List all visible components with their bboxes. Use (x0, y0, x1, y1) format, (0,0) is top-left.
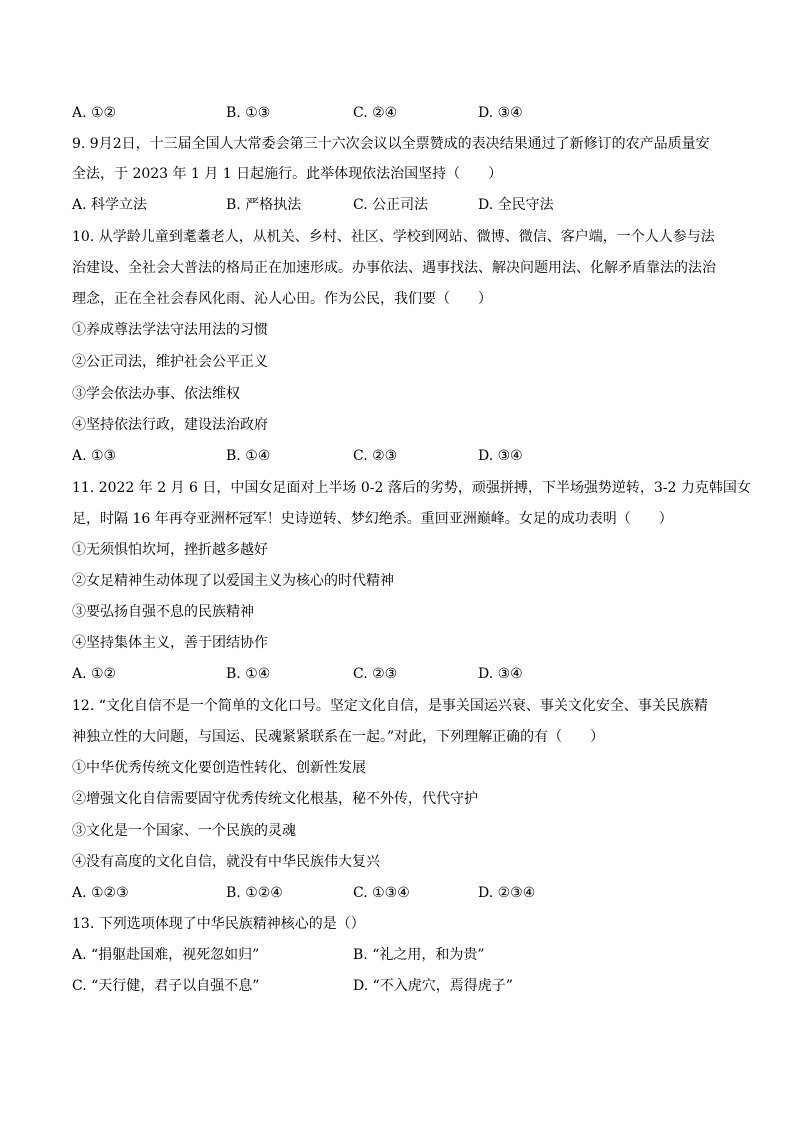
q8-option-d: D. ③④ (478, 105, 523, 121)
q10-option-c: C. ②③ (353, 448, 398, 464)
q11-statement-4: ④坚持集体主义，善于团结协作 (72, 635, 268, 651)
q10-statement-2: ②公正司法，维护社会公平正义 (72, 354, 268, 370)
q9-option-b: B. 严格执法 (226, 197, 302, 213)
q12-option-d: D. ②③④ (478, 885, 536, 901)
q9-options (72, 196, 732, 214)
q12-option-c: C. ①③④ (353, 885, 410, 901)
q9-option-a: A. 科学立法 (72, 197, 148, 213)
q12-stem-line-2: 神独立性的大问题，与国运、民魂紧紧联系在一起。”对此，下列理解正确的有（ ） (72, 729, 605, 745)
q9-stem-line-1: 9. 9月2日，十三届全国人大常委会第三十六次会议以全票赞成的表决结果通过了新修订的农产品质量安 (72, 136, 710, 152)
q13-options-row-2 (72, 977, 732, 995)
q12-options (72, 884, 732, 902)
q11-options (72, 665, 732, 683)
q11-option-d: D. ③④ (478, 666, 523, 682)
q11-statement-2: ②女足精神生动体现了以爱国主义为核心的时代精神 (72, 573, 394, 589)
q11-stem-line-2: 足，时隔 16 年再夺亚洲杯冠军！史诗逆转、梦幻绝杀。重回亚洲巅峰。女足的成功表明（ ） (72, 511, 673, 527)
q12-statement-1: ①中华优秀传统文化要创造性转化、创新性发展 (72, 760, 366, 776)
q10-option-d: D. ③④ (478, 448, 523, 464)
q9-option-d: D. 全民守法 (478, 197, 554, 213)
q10-statement-1: ①养成尊法学法守法用法的习惯 (72, 322, 268, 338)
q12-statement-3: ③文化是一个国家、一个民族的灵魂 (72, 823, 296, 839)
q11-option-a: A. ①② (72, 666, 117, 682)
q10-statement-4: ④坚持依法行政，建设法治政府 (72, 417, 268, 433)
q10-option-a: A. ①③ (72, 448, 117, 464)
q12-option-a: A. ①②③ (72, 885, 129, 901)
q9-option-c: C. 公正司法 (353, 197, 429, 213)
q12-statement-2: ②增强文化自信需要固守优秀传统文化根基，秘不外传，代代守护 (72, 791, 478, 807)
q10-statement-3: ③学会依法办事、依法维权 (72, 386, 240, 402)
q11-statement-1: ①无须惧怕坎坷，挫折越多越好 (72, 542, 268, 558)
q10-options (72, 447, 732, 465)
q11-stem-line-1: 11. 2022 年 2 月 6 日，中国女足面对上半场 0-2 落后的劣势，顽强拼搏，下半场强势逆转，3-2 力克韩国女 (72, 480, 751, 496)
q10-stem-line-1: 10. 从学龄儿童到耄耋老人，从机关、乡村、社区、学校到网站、微博、微信、客户端，一个人人参与法 (72, 229, 715, 245)
q12-statement-4: ④没有高度的文化自信，就没有中华民族伟大复兴 (72, 854, 380, 870)
q13-option-c: C. “天行健，君子以自强不息” (72, 978, 260, 994)
q8-options (72, 104, 732, 122)
q12-option-b: B. ①②④ (226, 885, 283, 901)
q10-stem-line-2: 治建设、全社会大普法的格局正在加速形成。办事依法、遇事找法、解决问题用法、化解矛盾靠法的法治 (72, 260, 716, 276)
q8-option-a: A. ①② (72, 105, 117, 121)
q12-stem-line-1: 12. “文化自信不是一个简单的文化口号。坚定文化自信，是事关国运兴衰、事关文化安全、事关民族精 (72, 698, 708, 714)
q8-option-c: C. ②④ (353, 105, 398, 121)
q13-option-d: D. “不入虎穴，焉得虎子” (353, 978, 513, 994)
q13-option-a: A. “捐躯赴国难，视死忽如归” (72, 947, 260, 963)
q13-option-b: B. “礼之用，和为贵” (353, 947, 485, 963)
q11-option-c: C. ②③ (353, 666, 398, 682)
q11-option-b: B. ①④ (226, 666, 271, 682)
q10-stem-line-3: 理念，正在全社会春风化雨、沁人心田。作为公民，我们要（ ） (72, 291, 492, 307)
q10-option-b: B. ①④ (226, 448, 271, 464)
q13-stem-line-1: 13. 下列选项体现了中华民族精神核心的是（） (72, 916, 365, 932)
q8-option-b: B. ①③ (226, 105, 271, 121)
q11-statement-3: ③要弘扬自强不息的民族精神 (72, 604, 254, 620)
q13-options-row-1 (72, 946, 732, 964)
q9-stem-line-2: 全法，于 2023 年 1 月 1 日起施行。此举体现依法治国坚持（ ） (72, 166, 503, 182)
